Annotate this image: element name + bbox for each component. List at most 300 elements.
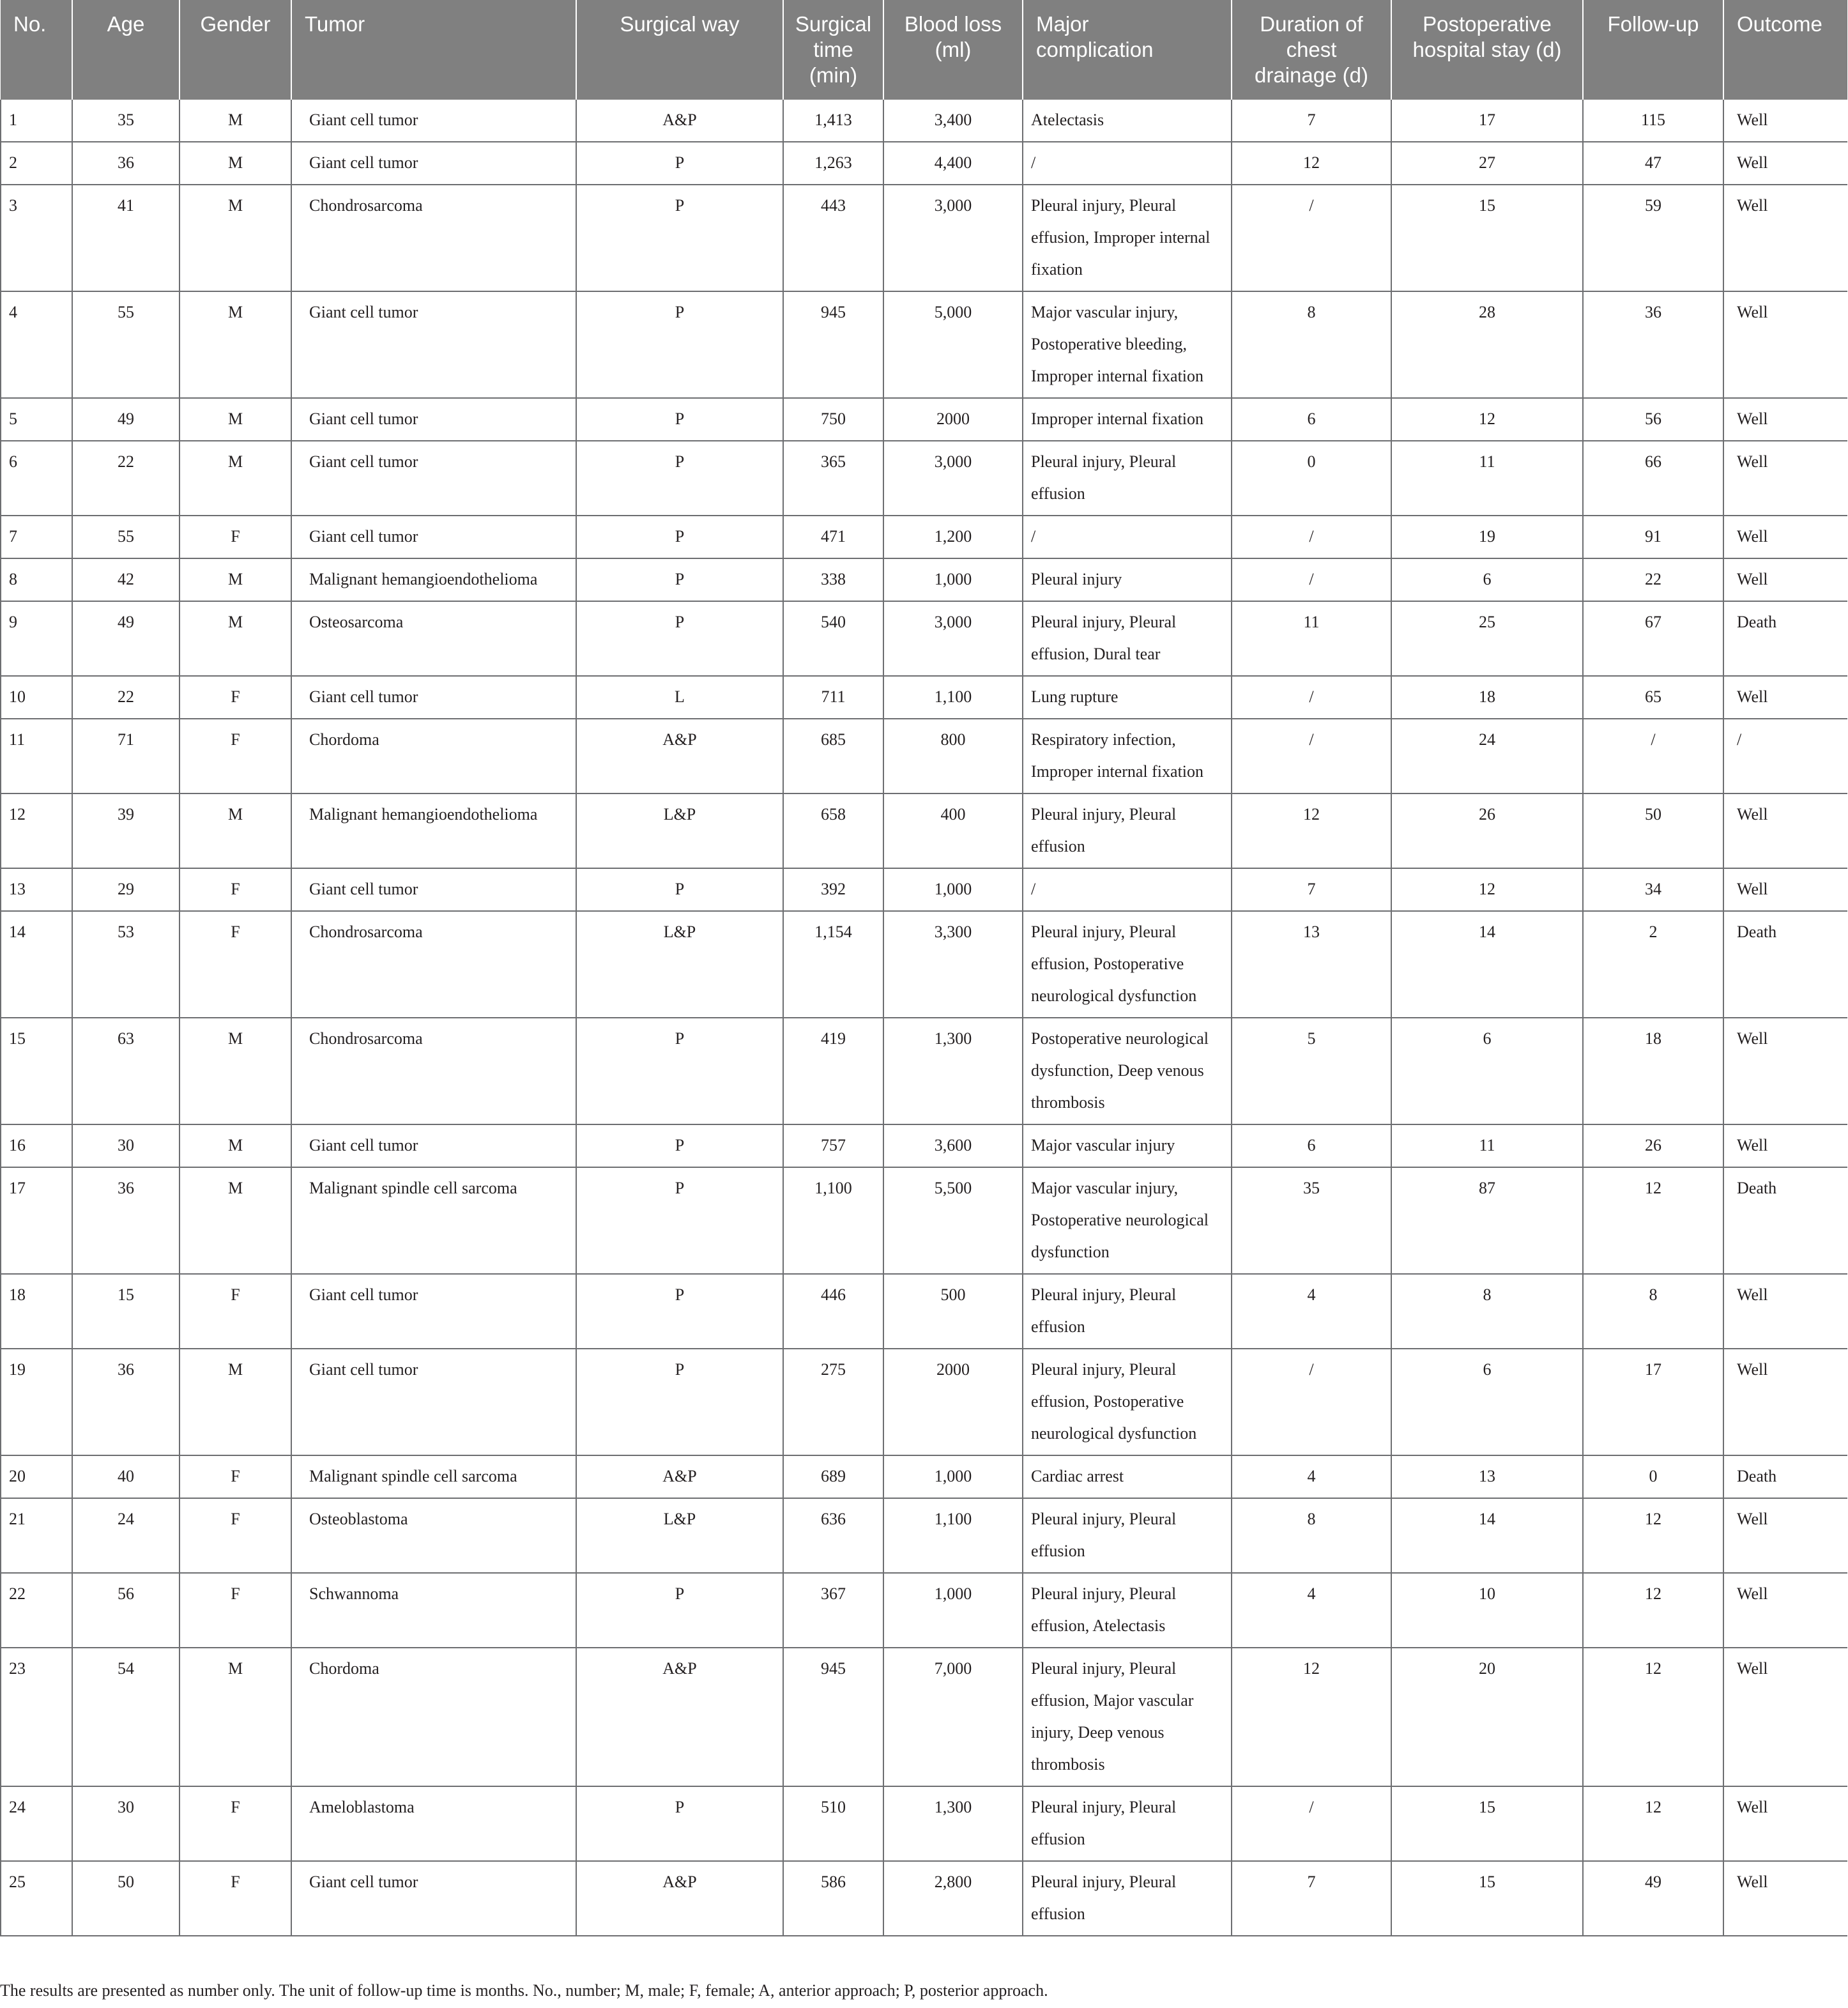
- cell-major-complication: Respiratory infection, Improper internal fixation: [1023, 719, 1232, 793]
- table-row: [1, 1455, 1847, 1498]
- cell-surgical-way: P: [576, 185, 783, 291]
- cell-surgical-time: 275: [783, 1349, 883, 1455]
- cell-blood-loss: 800: [883, 719, 1023, 793]
- table-row: [1, 1274, 1847, 1349]
- cell-blood-loss: 2000: [883, 1349, 1023, 1455]
- cell-outcome: Well: [1723, 441, 1847, 516]
- cell-age: 30: [72, 1124, 179, 1167]
- cell-outcome: Well: [1723, 398, 1847, 441]
- cell-tumor: Giant cell tumor: [291, 142, 576, 185]
- cell-surgical-time: 945: [783, 1648, 883, 1786]
- cell-age: 29: [72, 868, 179, 911]
- cell-hospital-stay: 15: [1391, 1861, 1583, 1936]
- cell-outcome: Well: [1723, 1861, 1847, 1936]
- cell-surgical-time: 367: [783, 1573, 883, 1648]
- cell-surgical-time: 446: [783, 1274, 883, 1349]
- cell-chest-drainage: 12: [1232, 793, 1391, 868]
- cell-no: 19: [1, 1349, 72, 1455]
- cell-outcome: Well: [1723, 1573, 1847, 1648]
- cell-blood-loss: 1,300: [883, 1786, 1023, 1861]
- header-gender: Gender: [179, 0, 291, 100]
- cell-age: 49: [72, 601, 179, 676]
- cell-hospital-stay: 19: [1391, 516, 1583, 558]
- cell-tumor: Chondrosarcoma: [291, 911, 576, 1018]
- header-age: Age: [72, 0, 179, 100]
- table-row: [1, 1861, 1847, 1936]
- cell-surgical-way: A&P: [576, 1861, 783, 1936]
- cell-hospital-stay: 11: [1391, 1124, 1583, 1167]
- cell-chest-drainage: 13: [1232, 911, 1391, 1018]
- cell-surgical-way: L&P: [576, 1498, 783, 1573]
- cell-blood-loss: 1,000: [883, 558, 1023, 601]
- cell-chest-drainage: 35: [1232, 1167, 1391, 1274]
- cell-major-complication: Pleural injury, Pleural effusion, Atelectasis: [1023, 1573, 1232, 1648]
- cell-age: 55: [72, 516, 179, 558]
- cell-chest-drainage: /: [1232, 719, 1391, 793]
- cell-surgical-way: P: [576, 1274, 783, 1349]
- table-row: [1, 1349, 1847, 1455]
- cell-chest-drainage: 6: [1232, 398, 1391, 441]
- header-tumor: Tumor: [291, 0, 576, 100]
- cell-follow-up: 59: [1583, 185, 1723, 291]
- cell-gender: M: [179, 441, 291, 516]
- cell-gender: M: [179, 1018, 291, 1124]
- table-row: [1, 558, 1847, 601]
- cell-no: 6: [1, 441, 72, 516]
- cell-surgical-time: 1,100: [783, 1167, 883, 1274]
- table-row: [1, 1573, 1847, 1648]
- cell-gender: M: [179, 558, 291, 601]
- cell-outcome: Death: [1723, 1455, 1847, 1498]
- cell-follow-up: /: [1583, 719, 1723, 793]
- table-row: [1, 1018, 1847, 1124]
- cell-surgical-way: P: [576, 601, 783, 676]
- cell-tumor: Malignant hemangioendothelioma: [291, 793, 576, 868]
- cell-age: 36: [72, 142, 179, 185]
- cell-age: 22: [72, 676, 179, 719]
- cell-outcome: Well: [1723, 185, 1847, 291]
- cell-chest-drainage: /: [1232, 1786, 1391, 1861]
- cell-hospital-stay: 15: [1391, 1786, 1583, 1861]
- cell-blood-loss: 1,200: [883, 516, 1023, 558]
- cell-blood-loss: 3,000: [883, 601, 1023, 676]
- cell-no: 21: [1, 1498, 72, 1573]
- cell-blood-loss: 1,000: [883, 1573, 1023, 1648]
- cell-follow-up: 49: [1583, 1861, 1723, 1936]
- cell-blood-loss: 3,600: [883, 1124, 1023, 1167]
- cell-surgical-way: P: [576, 1573, 783, 1648]
- table-row: [1, 185, 1847, 291]
- cell-tumor: Giant cell tumor: [291, 291, 576, 398]
- cell-surgical-time: 757: [783, 1124, 883, 1167]
- cell-gender: F: [179, 1573, 291, 1648]
- cell-hospital-stay: 14: [1391, 911, 1583, 1018]
- cell-age: 30: [72, 1786, 179, 1861]
- cell-chest-drainage: /: [1232, 1349, 1391, 1455]
- cell-follow-up: 12: [1583, 1573, 1723, 1648]
- cell-gender: M: [179, 1167, 291, 1274]
- cell-no: 23: [1, 1648, 72, 1786]
- cell-tumor: Chondrosarcoma: [291, 185, 576, 291]
- cell-major-complication: Postoperative neurological dysfunction, Deep venous thrombosis: [1023, 1018, 1232, 1124]
- cell-major-complication: Pleural injury, Pleural effusion: [1023, 793, 1232, 868]
- cell-blood-loss: 1,000: [883, 868, 1023, 911]
- table-row: [1, 516, 1847, 558]
- cell-age: 36: [72, 1167, 179, 1274]
- cell-hospital-stay: 8: [1391, 1274, 1583, 1349]
- cell-surgical-time: 685: [783, 719, 883, 793]
- cell-follow-up: 34: [1583, 868, 1723, 911]
- cell-chest-drainage: /: [1232, 676, 1391, 719]
- cell-gender: F: [179, 1498, 291, 1573]
- cell-outcome: /: [1723, 719, 1847, 793]
- cell-chest-drainage: 0: [1232, 441, 1391, 516]
- table-row: [1, 601, 1847, 676]
- header-blood-loss: Blood loss (ml): [883, 0, 1023, 100]
- cell-hospital-stay: 26: [1391, 793, 1583, 868]
- cell-no: 11: [1, 719, 72, 793]
- cell-major-complication: Major vascular injury, Postoperative neurological dysfunction: [1023, 1167, 1232, 1274]
- table-row: [1, 1167, 1847, 1274]
- table-header-row: [1, 0, 1847, 100]
- cell-tumor: Giant cell tumor: [291, 868, 576, 911]
- table-row: [1, 1498, 1847, 1573]
- cell-surgical-time: 392: [783, 868, 883, 911]
- cell-outcome: Well: [1723, 1498, 1847, 1573]
- cell-chest-drainage: /: [1232, 558, 1391, 601]
- cell-tumor: Chordoma: [291, 1648, 576, 1786]
- cell-no: 15: [1, 1018, 72, 1124]
- cell-follow-up: 56: [1583, 398, 1723, 441]
- cell-blood-loss: 1,000: [883, 1455, 1023, 1498]
- cell-tumor: Giant cell tumor: [291, 1274, 576, 1349]
- cell-tumor: Schwannoma: [291, 1573, 576, 1648]
- cell-tumor: Osteoblastoma: [291, 1498, 576, 1573]
- cell-surgical-way: P: [576, 142, 783, 185]
- cell-hospital-stay: 13: [1391, 1455, 1583, 1498]
- cell-major-complication: /: [1023, 142, 1232, 185]
- cell-follow-up: 67: [1583, 601, 1723, 676]
- table-row: [1, 142, 1847, 185]
- cell-age: 22: [72, 441, 179, 516]
- cell-tumor: Osteosarcoma: [291, 601, 576, 676]
- cell-tumor: Chondrosarcoma: [291, 1018, 576, 1124]
- cell-gender: M: [179, 398, 291, 441]
- cell-tumor: Giant cell tumor: [291, 1124, 576, 1167]
- table-row: [1, 291, 1847, 398]
- cell-outcome: Well: [1723, 1124, 1847, 1167]
- cell-hospital-stay: 17: [1391, 100, 1583, 142]
- cell-surgical-way: L: [576, 676, 783, 719]
- cell-surgical-way: P: [576, 1786, 783, 1861]
- cell-no: 17: [1, 1167, 72, 1274]
- cell-outcome: Well: [1723, 100, 1847, 142]
- cell-outcome: Well: [1723, 1274, 1847, 1349]
- cell-major-complication: /: [1023, 868, 1232, 911]
- cell-surgical-time: 945: [783, 291, 883, 398]
- cell-chest-drainage: 4: [1232, 1573, 1391, 1648]
- cell-no: 5: [1, 398, 72, 441]
- cell-gender: M: [179, 1349, 291, 1455]
- cell-surgical-way: P: [576, 558, 783, 601]
- cell-hospital-stay: 6: [1391, 558, 1583, 601]
- cell-surgical-time: 510: [783, 1786, 883, 1861]
- cell-blood-loss: 4,400: [883, 142, 1023, 185]
- header-surgical-way: Surgical way: [576, 0, 783, 100]
- cell-major-complication: Pleural injury, Pleural effusion, Dural tear: [1023, 601, 1232, 676]
- cell-no: 3: [1, 185, 72, 291]
- cell-age: 71: [72, 719, 179, 793]
- table-body: [1, 100, 1847, 1936]
- table-row: [1, 441, 1847, 516]
- cell-follow-up: 66: [1583, 441, 1723, 516]
- cell-major-complication: Major vascular injury, Postoperative bleeding, Improper internal fixation: [1023, 291, 1232, 398]
- cell-outcome: Well: [1723, 1786, 1847, 1861]
- header-follow-up: Follow-up: [1583, 0, 1723, 100]
- cell-follow-up: 12: [1583, 1167, 1723, 1274]
- cell-outcome: Well: [1723, 676, 1847, 719]
- cell-no: 10: [1, 676, 72, 719]
- cell-age: 49: [72, 398, 179, 441]
- cell-tumor: Giant cell tumor: [291, 398, 576, 441]
- cell-gender: F: [179, 1455, 291, 1498]
- cell-chest-drainage: 12: [1232, 1648, 1391, 1786]
- cell-blood-loss: 3,000: [883, 185, 1023, 291]
- cell-blood-loss: 2000: [883, 398, 1023, 441]
- cell-no: 13: [1, 868, 72, 911]
- cell-tumor: Chordoma: [291, 719, 576, 793]
- cell-major-complication: Pleural injury, Pleural effusion: [1023, 1274, 1232, 1349]
- cell-major-complication: Pleural injury: [1023, 558, 1232, 601]
- cell-blood-loss: 7,000: [883, 1648, 1023, 1786]
- cell-blood-loss: 400: [883, 793, 1023, 868]
- cell-chest-drainage: 7: [1232, 100, 1391, 142]
- cell-gender: F: [179, 1274, 291, 1349]
- cell-chest-drainage: 8: [1232, 1498, 1391, 1573]
- cell-outcome: Well: [1723, 1349, 1847, 1455]
- cell-follow-up: 18: [1583, 1018, 1723, 1124]
- cell-major-complication: Pleural injury, Pleural effusion, Postoperative neurological dysfunction: [1023, 1349, 1232, 1455]
- cell-surgical-time: 636: [783, 1498, 883, 1573]
- cell-age: 40: [72, 1455, 179, 1498]
- cell-hospital-stay: 6: [1391, 1349, 1583, 1455]
- cell-surgical-time: 750: [783, 398, 883, 441]
- cell-tumor: Giant cell tumor: [291, 676, 576, 719]
- cell-gender: F: [179, 719, 291, 793]
- cell-hospital-stay: 24: [1391, 719, 1583, 793]
- cell-surgical-time: 471: [783, 516, 883, 558]
- cell-major-complication: Improper internal fixation: [1023, 398, 1232, 441]
- cell-tumor: Giant cell tumor: [291, 516, 576, 558]
- cell-surgical-way: P: [576, 441, 783, 516]
- cell-no: 18: [1, 1274, 72, 1349]
- table-row: [1, 398, 1847, 441]
- cell-gender: M: [179, 291, 291, 398]
- cell-age: 55: [72, 291, 179, 398]
- cell-age: 63: [72, 1018, 179, 1124]
- cell-surgical-time: 1,154: [783, 911, 883, 1018]
- cell-gender: F: [179, 1861, 291, 1936]
- cell-hospital-stay: 28: [1391, 291, 1583, 398]
- cell-gender: M: [179, 100, 291, 142]
- cell-hospital-stay: 12: [1391, 868, 1583, 911]
- cell-hospital-stay: 87: [1391, 1167, 1583, 1274]
- cell-surgical-way: A&P: [576, 1648, 783, 1786]
- cell-gender: F: [179, 911, 291, 1018]
- cell-follow-up: 0: [1583, 1455, 1723, 1498]
- cell-blood-loss: 2,800: [883, 1861, 1023, 1936]
- table-row: [1, 719, 1847, 793]
- cell-major-complication: Pleural injury, Pleural effusion: [1023, 1786, 1232, 1861]
- cell-chest-drainage: 7: [1232, 868, 1391, 911]
- cell-gender: M: [179, 601, 291, 676]
- cell-major-complication: Cardiac arrest: [1023, 1455, 1232, 1498]
- cell-follow-up: 17: [1583, 1349, 1723, 1455]
- cell-major-complication: Pleural injury, Pleural effusion, Postoperative neurological dysfunction: [1023, 911, 1232, 1018]
- cell-surgical-time: 443: [783, 185, 883, 291]
- cell-gender: F: [179, 868, 291, 911]
- cell-hospital-stay: 20: [1391, 1648, 1583, 1786]
- cell-age: 53: [72, 911, 179, 1018]
- cell-major-complication: Pleural injury, Pleural effusion: [1023, 1861, 1232, 1936]
- cell-surgical-time: 711: [783, 676, 883, 719]
- cell-tumor: Giant cell tumor: [291, 1861, 576, 1936]
- cell-major-complication: Pleural injury, Pleural effusion, Major vascular injury, Deep venous thrombosis: [1023, 1648, 1232, 1786]
- cell-outcome: Well: [1723, 1648, 1847, 1786]
- header-chest-drainage: Duration of chest drainage (d): [1232, 0, 1391, 100]
- cell-age: 42: [72, 558, 179, 601]
- cell-surgical-way: A&P: [576, 719, 783, 793]
- cell-surgical-way: A&P: [576, 1455, 783, 1498]
- cell-follow-up: 12: [1583, 1648, 1723, 1786]
- cell-follow-up: 36: [1583, 291, 1723, 398]
- cell-outcome: Well: [1723, 868, 1847, 911]
- cell-no: 2: [1, 142, 72, 185]
- cell-tumor: Malignant spindle cell sarcoma: [291, 1455, 576, 1498]
- cell-surgical-time: 586: [783, 1861, 883, 1936]
- cell-hospital-stay: 12: [1391, 398, 1583, 441]
- cell-hospital-stay: 10: [1391, 1573, 1583, 1648]
- cell-follow-up: 8: [1583, 1274, 1723, 1349]
- cell-hospital-stay: 25: [1391, 601, 1583, 676]
- cell-hospital-stay: 27: [1391, 142, 1583, 185]
- cell-follow-up: 12: [1583, 1498, 1723, 1573]
- cell-hospital-stay: 15: [1391, 185, 1583, 291]
- cell-blood-loss: 1,100: [883, 1498, 1023, 1573]
- cell-gender: F: [179, 676, 291, 719]
- cell-gender: M: [179, 1648, 291, 1786]
- cell-age: 36: [72, 1349, 179, 1455]
- cell-age: 56: [72, 1573, 179, 1648]
- cell-chest-drainage: 4: [1232, 1274, 1391, 1349]
- cell-gender: F: [179, 516, 291, 558]
- table-row: [1, 911, 1847, 1018]
- cell-chest-drainage: 4: [1232, 1455, 1391, 1498]
- cell-outcome: Death: [1723, 601, 1847, 676]
- cell-blood-loss: 3,400: [883, 100, 1023, 142]
- cell-surgical-way: L&P: [576, 911, 783, 1018]
- cell-surgical-time: 365: [783, 441, 883, 516]
- cell-age: 54: [72, 1648, 179, 1786]
- cell-no: 12: [1, 793, 72, 868]
- cell-follow-up: 12: [1583, 1786, 1723, 1861]
- cell-no: 9: [1, 601, 72, 676]
- cell-hospital-stay: 11: [1391, 441, 1583, 516]
- cell-gender: M: [179, 142, 291, 185]
- cell-follow-up: 65: [1583, 676, 1723, 719]
- cell-follow-up: 47: [1583, 142, 1723, 185]
- cell-major-complication: Major vascular injury: [1023, 1124, 1232, 1167]
- cell-no: 1: [1, 100, 72, 142]
- cell-chest-drainage: 6: [1232, 1124, 1391, 1167]
- cell-tumor: Malignant hemangioendothelioma: [291, 558, 576, 601]
- cell-no: 22: [1, 1573, 72, 1648]
- cell-surgical-way: P: [576, 1124, 783, 1167]
- cell-major-complication: Pleural injury, Pleural effusion: [1023, 1498, 1232, 1573]
- cell-outcome: Death: [1723, 1167, 1847, 1274]
- cell-no: 4: [1, 291, 72, 398]
- cell-chest-drainage: 12: [1232, 142, 1391, 185]
- cell-outcome: Death: [1723, 911, 1847, 1018]
- table-footnote: The results are presented as number only. The unit of follow-up time is months. No., number; M, male; F, female; A, anterior approach; P, posterior approach.: [0, 1981, 1048, 2000]
- table-row: [1, 868, 1847, 911]
- cell-chest-drainage: 8: [1232, 291, 1391, 398]
- cell-major-complication: Pleural injury, Pleural effusion: [1023, 441, 1232, 516]
- cell-blood-loss: 5,500: [883, 1167, 1023, 1274]
- cell-surgical-way: P: [576, 868, 783, 911]
- cell-no: 7: [1, 516, 72, 558]
- cell-major-complication: Lung rupture: [1023, 676, 1232, 719]
- cell-no: 25: [1, 1861, 72, 1936]
- cell-age: 24: [72, 1498, 179, 1573]
- cell-outcome: Well: [1723, 291, 1847, 398]
- cell-chest-drainage: 7: [1232, 1861, 1391, 1936]
- cell-blood-loss: 3,300: [883, 911, 1023, 1018]
- cell-surgical-way: P: [576, 1018, 783, 1124]
- cell-follow-up: 2: [1583, 911, 1723, 1018]
- cell-surgical-time: 338: [783, 558, 883, 601]
- cell-blood-loss: 1,300: [883, 1018, 1023, 1124]
- table-row: [1, 1648, 1847, 1786]
- cell-no: 16: [1, 1124, 72, 1167]
- header-no: No.: [13, 12, 47, 36]
- cell-surgical-time: 658: [783, 793, 883, 868]
- cell-hospital-stay: 14: [1391, 1498, 1583, 1573]
- cell-surgical-way: P: [576, 516, 783, 558]
- cell-blood-loss: 500: [883, 1274, 1023, 1349]
- cell-age: 15: [72, 1274, 179, 1349]
- cell-tumor: Malignant spindle cell sarcoma: [291, 1167, 576, 1274]
- header-outcome: Outcome: [1723, 0, 1847, 100]
- cell-outcome: Well: [1723, 558, 1847, 601]
- cell-surgical-way: A&P: [576, 100, 783, 142]
- cell-age: 50: [72, 1861, 179, 1936]
- cell-surgical-time: 1,413: [783, 100, 883, 142]
- cell-gender: F: [179, 1786, 291, 1861]
- cell-surgical-way: L&P: [576, 793, 783, 868]
- cell-major-complication: Pleural injury, Pleural effusion, Improper internal fixation: [1023, 185, 1232, 291]
- cell-tumor: Giant cell tumor: [291, 1349, 576, 1455]
- cell-follow-up: 50: [1583, 793, 1723, 868]
- cell-follow-up: 91: [1583, 516, 1723, 558]
- cell-outcome: Well: [1723, 142, 1847, 185]
- table-row: [1, 676, 1847, 719]
- cell-no: 20: [1, 1455, 72, 1498]
- table-row: [1, 100, 1847, 142]
- cell-surgical-way: P: [576, 291, 783, 398]
- cell-age: 35: [72, 100, 179, 142]
- cell-gender: M: [179, 793, 291, 868]
